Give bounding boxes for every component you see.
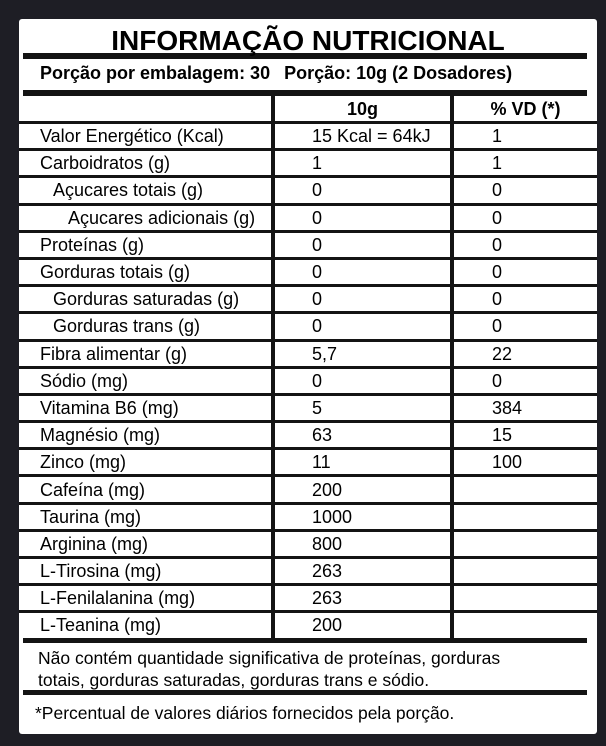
daily-value-percent: 0 bbox=[450, 287, 597, 311]
nutrient-label: Taurina (mg) bbox=[40, 506, 142, 527]
table-row bbox=[19, 260, 597, 287]
nutrient-label: Vitamina B6 (mg) bbox=[40, 397, 179, 418]
amount-value: 263 bbox=[271, 586, 450, 610]
amount-value: 0 bbox=[271, 178, 450, 202]
table-row bbox=[19, 342, 597, 369]
daily-value-percent: 0 bbox=[450, 314, 597, 338]
nutrition-table-body bbox=[19, 124, 597, 638]
daily-value-percent: 0 bbox=[450, 369, 597, 393]
header-daily-value-percent: % VD (*) bbox=[450, 96, 597, 121]
daily-value-percent: 0 bbox=[450, 260, 597, 284]
table-row bbox=[19, 613, 597, 637]
nutrient-label: Cafeína (mg) bbox=[40, 479, 146, 500]
daily-value-percent bbox=[450, 613, 597, 637]
daily-value-percent bbox=[450, 586, 597, 610]
table-row bbox=[19, 505, 597, 532]
amount-value: 0 bbox=[271, 287, 450, 311]
nutrient-label: Zinco (mg) bbox=[40, 452, 127, 473]
amount-value: 0 bbox=[271, 206, 450, 230]
header-amount-per-serving: 10g bbox=[271, 96, 450, 121]
amount-value: 0 bbox=[271, 369, 450, 393]
amount-value: 15 Kcal = 64kJ bbox=[271, 124, 450, 148]
daily-value-percent: 1 bbox=[450, 124, 597, 148]
amount-value: 1 bbox=[271, 151, 450, 175]
nutrient-label: Carboidratos (g) bbox=[40, 153, 171, 174]
nutrient-label: L-Fenilalanina (mg) bbox=[40, 588, 196, 609]
nutrition-facts-panel bbox=[19, 19, 597, 734]
table-row bbox=[19, 233, 597, 260]
daily-value-percent bbox=[450, 532, 597, 556]
daily-value-percent bbox=[450, 477, 597, 501]
daily-value-percent bbox=[450, 559, 597, 583]
amount-value: 200 bbox=[271, 477, 450, 501]
nutrient-label: Gorduras trans (g) bbox=[53, 316, 201, 337]
table-row bbox=[19, 477, 597, 504]
amount-value: 0 bbox=[271, 314, 450, 338]
table-row bbox=[19, 314, 597, 341]
daily-value-percent: 384 bbox=[450, 396, 597, 420]
nutrient-label: Gorduras totais (g) bbox=[40, 262, 191, 283]
daily-value-percent: 22 bbox=[450, 342, 597, 366]
daily-value-percent: 0 bbox=[450, 233, 597, 257]
servings-per-package: Porção por embalagem: 30 bbox=[40, 63, 271, 83]
nutrient-label: L-Teanina (mg) bbox=[40, 615, 162, 636]
nutrition-table bbox=[19, 96, 597, 638]
serving-size: Porção: 10g (2 Dosadores) bbox=[284, 63, 513, 83]
amount-value: 263 bbox=[271, 559, 450, 583]
nutrient-label: Fibra alimentar (g) bbox=[40, 343, 188, 364]
daily-value-percent bbox=[450, 505, 597, 529]
amount-value: 0 bbox=[271, 260, 450, 284]
amount-value: 800 bbox=[271, 532, 450, 556]
table-header-row bbox=[19, 96, 597, 124]
panel-title-block bbox=[19, 19, 597, 56]
nutrient-label: L-Tirosina (mg) bbox=[40, 561, 162, 582]
no-significant-amounts-note: Não contém quantidade significativa de proteínas, gorduras totais, gorduras saturadas, gorduras trans e sódio. bbox=[38, 647, 501, 690]
table-row bbox=[19, 423, 597, 450]
table-row bbox=[19, 396, 597, 423]
daily-value-percent: 0 bbox=[450, 178, 597, 202]
header-nutrient bbox=[19, 96, 271, 121]
table-row bbox=[19, 586, 597, 613]
panel-title: INFORMAÇÃO NUTRICIONAL bbox=[111, 25, 505, 56]
amount-value: 63 bbox=[271, 423, 450, 447]
amount-value: 1000 bbox=[271, 505, 450, 529]
amount-value: 200 bbox=[271, 613, 450, 637]
amount-value: 11 bbox=[271, 450, 450, 474]
amount-value: 5 bbox=[271, 396, 450, 420]
table-row bbox=[19, 532, 597, 559]
nutrient-label: Sódio (mg) bbox=[40, 370, 129, 391]
daily-value-percent: 100 bbox=[450, 450, 597, 474]
table-row bbox=[19, 178, 597, 205]
daily-value-footnote: *Percentual de valores diários fornecidos pela porção. bbox=[35, 702, 455, 723]
table-row bbox=[19, 369, 597, 396]
table-row bbox=[19, 151, 597, 178]
nutrient-label: Açucares totais (g) bbox=[53, 180, 204, 201]
daily-value-percent: 1 bbox=[450, 151, 597, 175]
table-row bbox=[19, 450, 597, 477]
nutrient-label: Proteínas (g) bbox=[40, 234, 145, 255]
nutrient-label: Açucares adicionais (g) bbox=[68, 207, 256, 228]
daily-value-percent: 0 bbox=[450, 206, 597, 230]
table-row bbox=[19, 206, 597, 233]
serving-info bbox=[19, 59, 597, 90]
table-row bbox=[19, 287, 597, 314]
amount-value: 0 bbox=[271, 233, 450, 257]
nutrient-label: Magnésio (mg) bbox=[40, 425, 161, 446]
daily-value-percent: 15 bbox=[450, 423, 597, 447]
nutrient-label: Arginina (mg) bbox=[40, 533, 149, 554]
table-row bbox=[19, 559, 597, 586]
table-row bbox=[19, 124, 597, 151]
amount-value: 5,7 bbox=[271, 342, 450, 366]
nutrient-label: Gorduras saturadas (g) bbox=[53, 289, 240, 310]
nutrient-label: Valor Energético (Kcal) bbox=[40, 126, 224, 147]
